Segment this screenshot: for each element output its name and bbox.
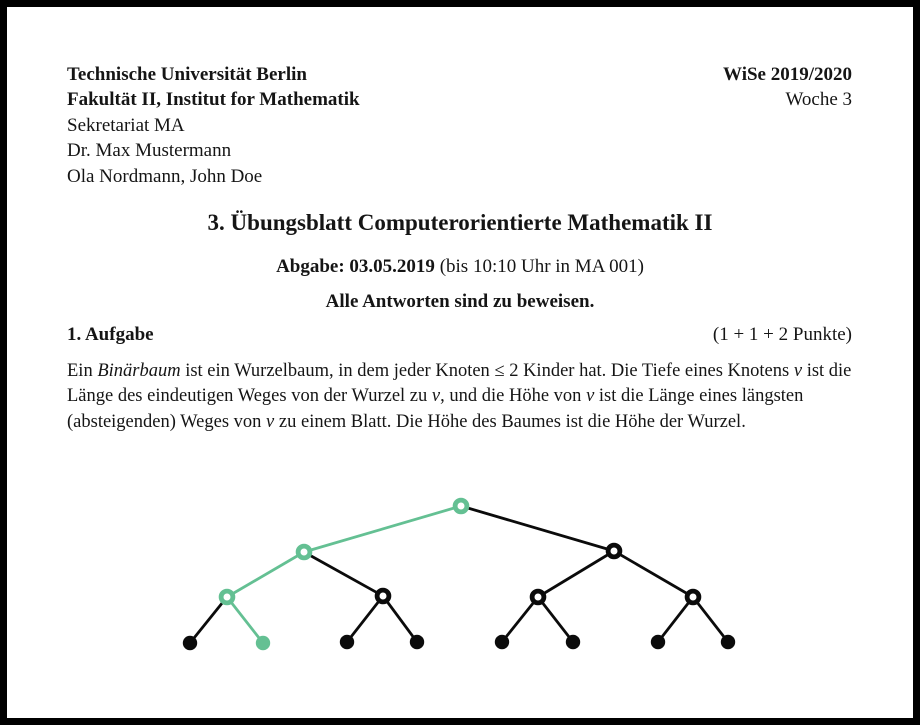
tree-internal-node bbox=[532, 591, 544, 603]
binary-tree-diagram bbox=[150, 480, 770, 670]
tree-leaf-node bbox=[340, 635, 354, 649]
math-var-v: v bbox=[431, 386, 441, 407]
page-title: 3. Übungsblatt Computerorientierte Mathematik II bbox=[207, 210, 713, 235]
math-var-v: v bbox=[586, 386, 595, 407]
tree-leaf-node bbox=[183, 636, 197, 650]
header-right-block bbox=[723, 62, 852, 113]
tree-edge bbox=[227, 597, 263, 643]
tree-edge bbox=[538, 551, 614, 597]
semester-label: WiSe 2019/2020 bbox=[723, 64, 852, 85]
paragraph-text: ist ein Wurzelbaum, in dem jeder Knoten ≤ 2 Kinder hat. Die Tiefe eines Knotens bbox=[180, 361, 794, 381]
tree-leaf-node bbox=[721, 635, 735, 649]
tree-edge bbox=[304, 506, 461, 552]
tree-leaf-node bbox=[651, 635, 665, 649]
submission-date: Abgabe: 03.05.2019 bbox=[276, 256, 435, 277]
tree-leaf-node bbox=[410, 635, 424, 649]
paragraph-text: zu einem Blatt. Die Höhe des Baumes ist die Höhe der Wurzel. bbox=[274, 411, 746, 432]
lecturer-name: Dr. Max Mustermann bbox=[67, 140, 232, 162]
tree-edge bbox=[502, 597, 538, 642]
paragraph-text: , und die Höhe von bbox=[440, 386, 587, 407]
tree-edge bbox=[538, 597, 573, 642]
tree-internal-node bbox=[608, 545, 620, 557]
assistants-names: Ola Nordmann, John Doe bbox=[67, 165, 263, 187]
proof-notice: Alle Antworten sind zu beweisen. bbox=[325, 291, 595, 312]
exercise-description bbox=[67, 359, 859, 435]
submission-details: (bis 10:10 Uhr in MA 001) bbox=[434, 256, 644, 277]
tree-internal-node bbox=[687, 591, 699, 603]
tree-internal-node bbox=[455, 500, 467, 512]
tree-edge bbox=[658, 597, 693, 642]
document-header bbox=[67, 62, 852, 189]
faculty-name: Fakultät II, Institut for Mathematik bbox=[67, 89, 360, 111]
tree-edge bbox=[461, 506, 614, 551]
tree-edge bbox=[693, 597, 728, 642]
submission-deadline bbox=[7, 256, 913, 278]
exercise-points: (1 + 1 + 2 Punkte) bbox=[712, 324, 852, 345]
tree-edge bbox=[304, 552, 383, 596]
tree-edge bbox=[227, 552, 304, 597]
tree-leaf-node bbox=[256, 636, 270, 650]
paragraph-text: ist die Länge eines längsten (absteigenden) Weges von bbox=[67, 386, 804, 432]
header-left-block bbox=[67, 62, 360, 189]
term-binaerbaum: Binärbaum bbox=[97, 361, 181, 381]
university-name: Technische Universität Berlin bbox=[67, 64, 307, 85]
tree-edge bbox=[614, 551, 693, 597]
math-var-v: v bbox=[793, 361, 803, 381]
tree-leaf-node bbox=[495, 635, 509, 649]
exercise-heading-row bbox=[67, 324, 852, 346]
week-label: Woche 3 bbox=[785, 89, 852, 111]
exercise-number-label: 1. Aufgabe bbox=[67, 324, 154, 345]
tree-edge bbox=[347, 596, 383, 642]
tree-leaf-node bbox=[566, 635, 580, 649]
tree-edge bbox=[190, 597, 227, 643]
tree-edge bbox=[383, 596, 417, 642]
tree-internal-node bbox=[298, 546, 310, 558]
math-var-v: v bbox=[266, 411, 275, 432]
paragraph-text: Ein bbox=[67, 361, 98, 381]
tree-internal-node bbox=[221, 591, 233, 603]
paragraph-text: ist die Länge des eindeutigen Weges von der Wurzel zu bbox=[67, 361, 852, 407]
tree-internal-node bbox=[377, 590, 389, 602]
secretariat-line: Sekretariat MA bbox=[67, 114, 185, 136]
